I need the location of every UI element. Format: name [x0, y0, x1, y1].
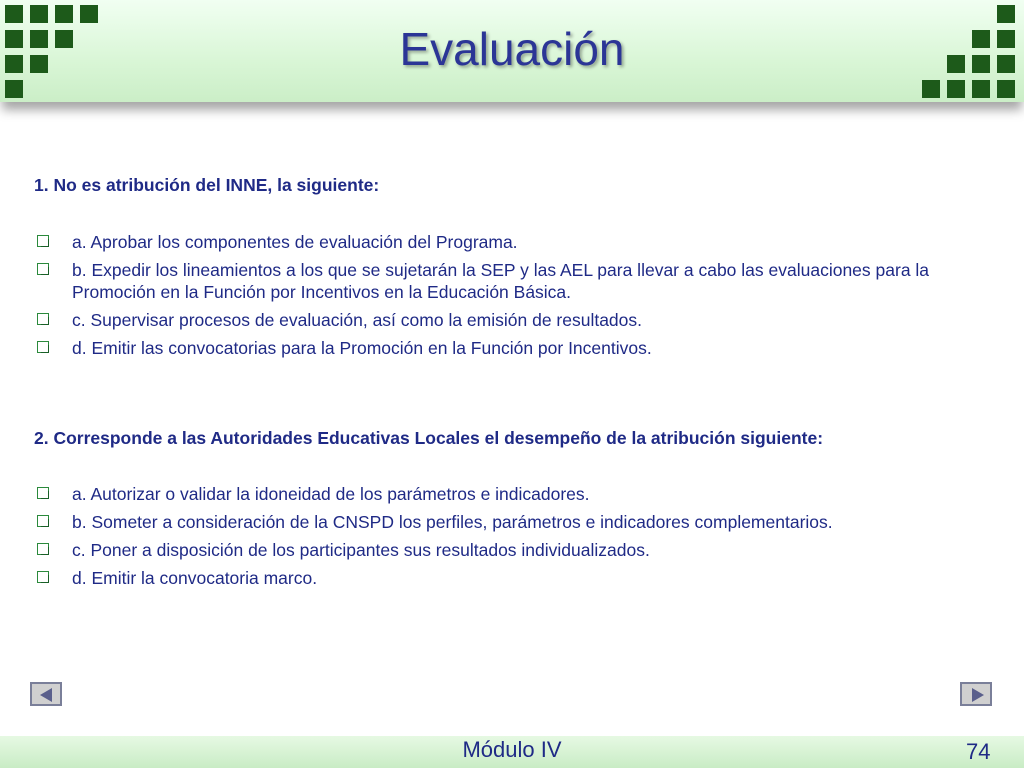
next-slide-icon [972, 688, 984, 702]
checkbox-icon [37, 341, 49, 353]
option-text: a. Autorizar o validar la idoneidad de los parámetros e indicadores. [72, 484, 590, 504]
next-slide-button[interactable] [960, 682, 992, 706]
checkbox-icon [37, 515, 49, 527]
question-1-option-c [34, 309, 1004, 331]
option-text: a. Aprobar los componentes de evaluación del Programa. [72, 232, 518, 252]
checkbox-icon [37, 543, 49, 555]
option-text: c. Poner a disposición de los participantes sus resultados individualizados. [72, 540, 650, 560]
question-1-option-a [34, 231, 1004, 253]
question-2-option-d [34, 567, 1004, 589]
option-text: c. Supervisar procesos de evaluación, así como la emisión de resultados. [72, 310, 643, 330]
checkbox-icon [37, 313, 49, 325]
slide-title: Evaluación [399, 23, 625, 75]
question-2-text: 2. Corresponde a las Autoridades Educativas Locales el desempeño de la atribución siguiente: [34, 428, 824, 448]
checkbox-icon [37, 263, 49, 275]
question-2-option-c [34, 539, 1004, 561]
question-1-options [34, 231, 1004, 365]
question-1-option-d [34, 337, 1004, 359]
option-text: d. Emitir la convocatoria marco. [72, 568, 318, 588]
previous-slide-icon [40, 688, 52, 702]
previous-slide-button[interactable] [30, 682, 62, 706]
question-2-option-a [34, 483, 1004, 505]
option-text: d. Emitir las convocatorias para la Promoción en la Función por Incentivos. [72, 338, 652, 358]
checkbox-icon [37, 487, 49, 499]
page-number: 74 [966, 739, 991, 764]
module-label: Módulo IV [462, 737, 562, 762]
checkbox-icon [37, 235, 49, 247]
option-text: b. Someter a consideración de la CNSPD los perfiles, parámetros e indicadores complementarios. [72, 512, 833, 532]
question-1-text: 1. No es atribución del INNE, la siguiente: [34, 175, 380, 195]
checkbox-icon [37, 571, 49, 583]
option-text: b. Expedir los lineamientos a los que se sujetarán la SEP y las AEL para llevar a cabo las evaluaciones para la Promoción en la Función por Incentivos en la Educación Básica. [72, 260, 930, 302]
question-2-options [34, 483, 1004, 595]
slide-header [0, 0, 1024, 102]
question-2-option-b [34, 511, 1004, 533]
question-1-option-b [34, 259, 1004, 303]
